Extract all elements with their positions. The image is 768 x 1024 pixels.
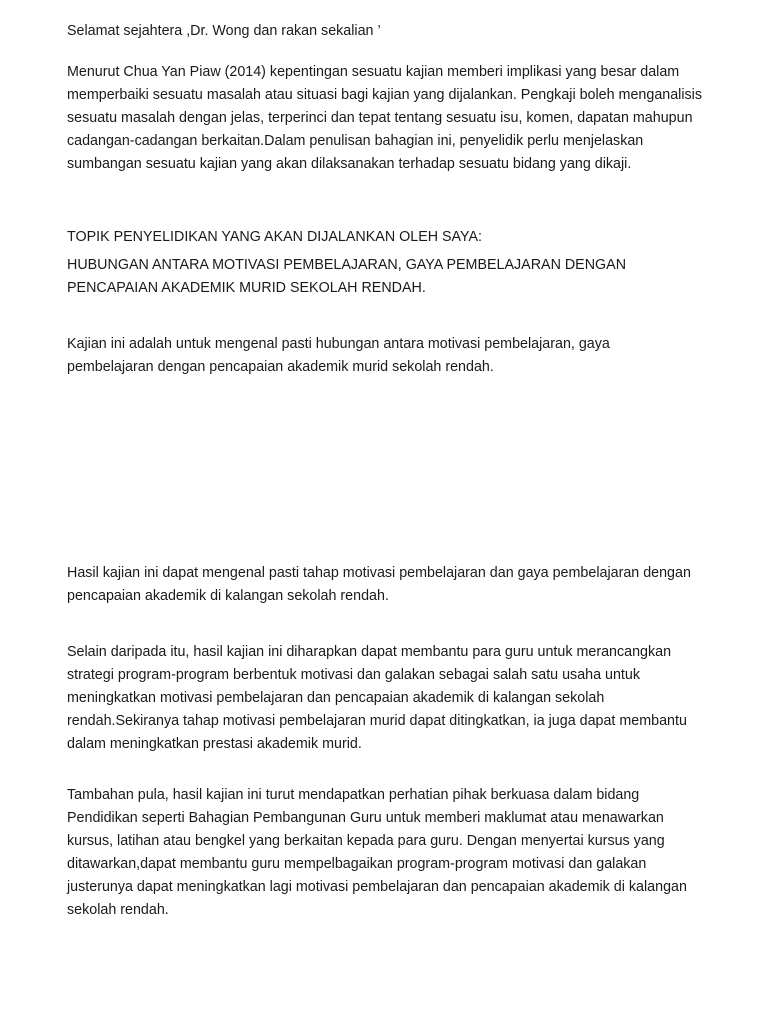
- result-paragraph: Hasil kajian ini dapat mengenal pasti tahap motivasi pembelajaran dan gaya pembelajaran dengan pencapaian akademik di kalangan sekolah rendah.: [67, 565, 691, 604]
- purpose-paragraph: Kajian ini adalah untuk mengenal pasti hubungan antara motivasi pembelajaran, gaya pembelajaran dengan pencapaian akademik murid sekolah rendah.: [67, 336, 610, 375]
- authority-paragraph: Tambahan pula, hasil kajian ini turut mendapatkan perhatian pihak berkuasa dalam bidang Pendidikan seperti Bahagian Pembangunan Guru untuk memberi maklumat atau menawarkan kursus, latihan atau bengkel yang berkaitan kepada para guru. Dengan menyertai kursus yang ditawarkan,dapat membantu guru mempelbagaikan program-program motivasi dan galakan justerunya dapat meningkatkan lagi motivasi pembelajaran dan pencapaian akademik di kalangan sekolah rendah.: [67, 787, 687, 918]
- greeting-line: Selamat sejahtera ,Dr. Wong dan rakan sekalian ’: [67, 23, 381, 39]
- topic-heading: TOPIK PENYELIDIKAN YANG AKAN DIJALANKAN OLEH SAYA:: [67, 229, 483, 245]
- topic-title: HUBUNGAN ANTARA MOTIVASI PEMBELAJARAN, GAYA PEMBELAJARAN DENGAN PENCAPAIAN AKADEMIK MURID SEKOLAH RENDAH.: [67, 257, 627, 296]
- intro-paragraph: Menurut Chua Yan Piaw (2014) kepentingan sesuatu kajian memberi implikasi yang besar dalam memperbaiki sesuatu masalah atau situasi bagi kajian yang dijalankan. Pengkaji boleh menganalisis sesuatu masalah dengan jelas, terperinci dan tepat tentang sesuatu isu, komen, dapatan mahupun cadangan-cadangan berkaitan.Dalam penulisan bahagian ini, penyelidik perlu menjelaskan sumbangan sesuatu kajian yang akan dilaksanakan terhadap sesuatu bidang yang dikaji.: [67, 64, 703, 172]
- teacher-paragraph: Selain daripada itu, hasil kajian ini diharapkan dapat membantu para guru untuk merancangkan strategi program-program berbentuk motivasi dan galakan sebagai salah satu usaha untuk meningkatkan motivasi pembelajaran dan pencapaian akademik di kalangan sekolah rendah.Sekiranya tahap motivasi pembelajaran murid dapat ditingkatkan, ia juga dapat membantu dalam meningkatkan prestasi akademik murid.: [67, 644, 687, 752]
